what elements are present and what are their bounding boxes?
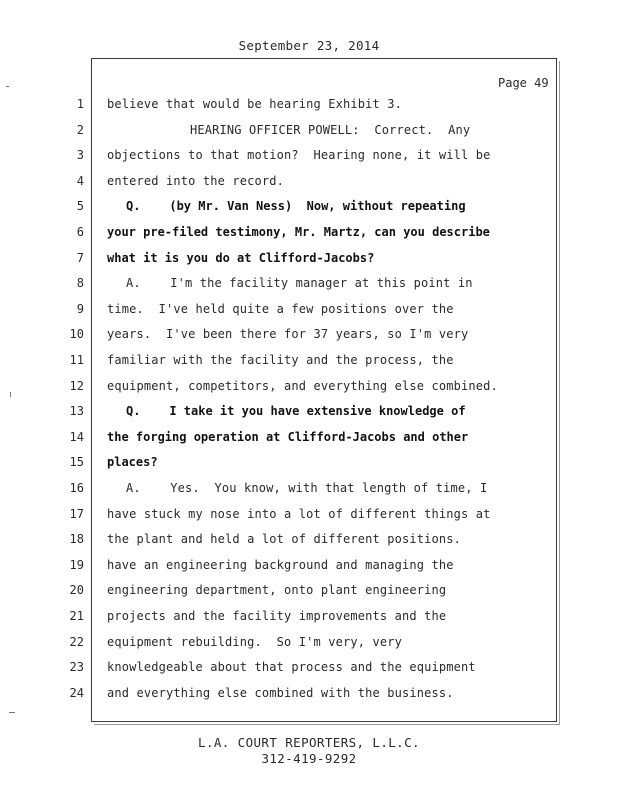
transcript-line: entered into the record. [107, 174, 284, 188]
scan-speck [6, 86, 9, 87]
question-line: your pre-filed testimony, Mr. Martz, can you describe [107, 225, 490, 239]
transcript-line: equipment, competitors, and everything else combined. [107, 379, 498, 393]
transcript-line: have an engineering background and managing the [107, 558, 454, 572]
transcript-line: A. Yes. You know, with that length of time, I [126, 481, 488, 495]
transcript-line: time. I've held quite a few positions over the [107, 302, 454, 316]
line-number: 9 [76, 302, 84, 316]
line-number: 23 [69, 660, 84, 674]
line-number: 12 [69, 379, 84, 393]
page-number: Page 49 [498, 76, 549, 90]
line-number: 13 [69, 404, 84, 418]
line-number: 19 [69, 558, 84, 572]
line-number: 7 [76, 251, 84, 265]
transcript-line: objections to that motion? Hearing none, it will be [107, 148, 491, 162]
line-number: 5 [76, 199, 84, 213]
transcript-line: and everything else combined with the business. [107, 686, 454, 700]
line-number: 2 [76, 123, 84, 137]
line-number: 8 [76, 276, 84, 290]
line-number: 18 [69, 532, 84, 546]
question-line: Q. (by Mr. Van Ness) Now, without repeating [126, 199, 466, 213]
scan-speck [10, 392, 11, 397]
transcript-line: years. I've been there for 37 years, so I'm very [107, 327, 469, 341]
transcript-line: have stuck my nose into a lot of different things at [107, 507, 491, 521]
scan-speck [9, 712, 15, 713]
line-number: 6 [76, 225, 84, 239]
line-number: 20 [69, 583, 84, 597]
transcript-line: projects and the facility improvements and the [107, 609, 447, 623]
question-line: the forging operation at Clifford-Jacobs and other [107, 430, 469, 444]
footer-company: L.A. COURT REPORTERS, L.L.C. [198, 735, 420, 750]
transcript-line: knowledgeable about that process and the equipment [107, 660, 476, 674]
transcript-date: September 23, 2014 [238, 38, 380, 53]
transcript-line: A. I'm the facility manager at this point in [126, 276, 473, 290]
line-number: 1 [76, 97, 84, 111]
transcript-line: believe that would be hearing Exhibit 3. [107, 97, 402, 111]
transcript-line: HEARING OFFICER POWELL: Correct. Any [190, 123, 471, 137]
transcript-line: the plant and held a lot of different positions. [107, 532, 461, 546]
question-line: places? [107, 455, 158, 469]
question-line: Q. I take it you have extensive knowledge of [126, 404, 466, 418]
line-number: 21 [69, 609, 84, 623]
line-number: 16 [69, 481, 84, 495]
line-number: 17 [69, 507, 84, 521]
transcript-line: engineering department, onto plant engineering [107, 583, 447, 597]
line-number: 22 [69, 635, 84, 649]
transcript-line: familiar with the facility and the process, the [107, 353, 454, 367]
line-number: 10 [69, 327, 84, 341]
footer-phone: 312-419-9292 [261, 751, 357, 766]
transcript-line: equipment rebuilding. So I'm very, very [107, 635, 402, 649]
line-number: 15 [69, 455, 84, 469]
line-number: 3 [76, 148, 84, 162]
line-number: 24 [69, 686, 84, 700]
line-number: 11 [69, 353, 84, 367]
question-line: what it is you do at Clifford-Jacobs? [107, 251, 375, 265]
line-number: 4 [76, 174, 84, 188]
line-number: 14 [69, 430, 84, 444]
